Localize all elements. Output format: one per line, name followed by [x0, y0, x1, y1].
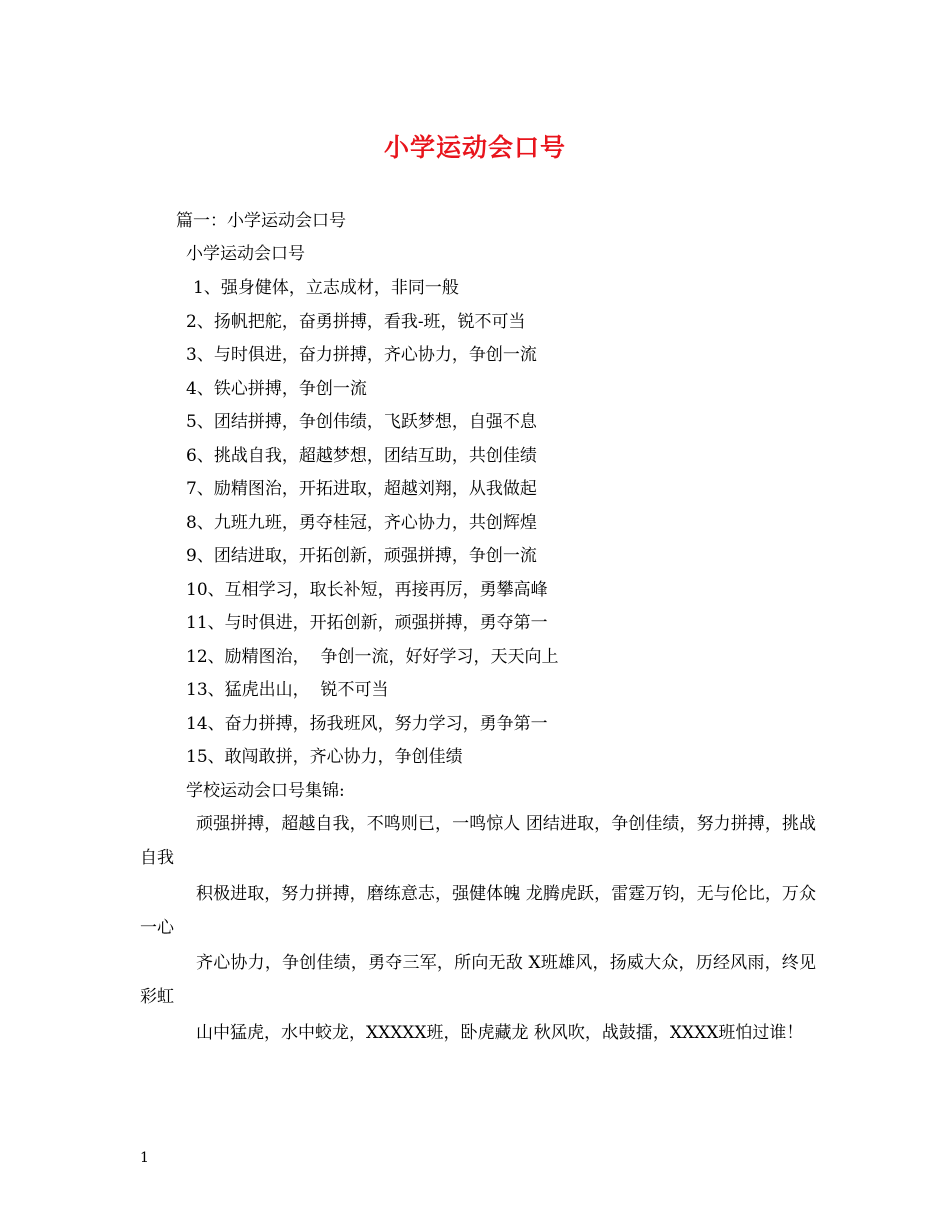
page-number: 1 [140, 1150, 149, 1166]
slogan-item: 13、猛虎出山， 锐不可当 [186, 680, 389, 700]
slogan-item: 11、与时俱进，开拓创新，顽强拼搏，勇夺第一 [186, 613, 548, 633]
slogan-item: 1、强身健体，立志成材，非同一般 [193, 278, 459, 298]
slogan-item: 6、挑战自我，超越梦想，团结互助，共创佳绩 [186, 446, 537, 466]
slogan-item: 7、励精图治，开拓进取，超越刘翔，从我做起 [186, 479, 537, 499]
slogan-item: 9、团结进取，开拓创新，顽强拼搏，争创一流 [186, 546, 537, 566]
slogan-item: 15、敢闯敢拼，齐心协力，争创佳绩 [186, 747, 463, 767]
slogan-item: 8、九班九班，勇夺桂冠，齐心协力，共创辉煌 [186, 513, 537, 533]
document-title: 小学运动会口号 [383, 133, 566, 162]
collection-heading: 学校运动会口号集锦: [186, 781, 345, 801]
slogan-paragraph: 山中猛虎，水中蛟龙，XXXXX班，卧虎藏龙 秋风吹，战鼓擂，XXXX班怕过谁！ [196, 1023, 804, 1043]
slogan-item: 4、铁心拼搏，争创一流 [186, 379, 367, 399]
slogan-item: 12、励精图治， 争创一流，好好学习，天天向上 [186, 647, 559, 667]
slogan-item: 10、互相学习，取长补短，再接再厉，勇攀高峰 [186, 580, 548, 600]
slogan-item: 5、团结拼搏，争创伟绩，飞跃梦想，自强不息 [186, 412, 537, 432]
slogan-paragraph: 积极进取，努力拼搏，磨练意志，强健体魄 龙腾虎跃，雷霆万钧，无与伦比，万众一心 [140, 884, 816, 938]
slogan-paragraph: 齐心协力，争创佳绩，勇夺三军，所向无敌 X班雄风，扬威大众，历经风雨，终见彩虹 [140, 953, 816, 1007]
slogan-item: 14、奋力拼搏，扬我班风，努力学习，勇争第一 [186, 714, 548, 734]
section-heading: 篇一：小学运动会口号 [176, 211, 346, 231]
slogan-paragraph: 顽强拼搏，超越自我，不鸣则已，一鸣惊人 团结进取，争创佳绩，努力拼搏，挑战自我 [140, 814, 816, 868]
subheading: 小学运动会口号 [186, 244, 305, 264]
slogan-item: 2、扬帆把舵，奋勇拼搏，看我-班，锐不可当 [186, 312, 526, 332]
slogan-item: 3、与时俱进，奋力拼搏，齐心协力，争创一流 [186, 345, 537, 365]
